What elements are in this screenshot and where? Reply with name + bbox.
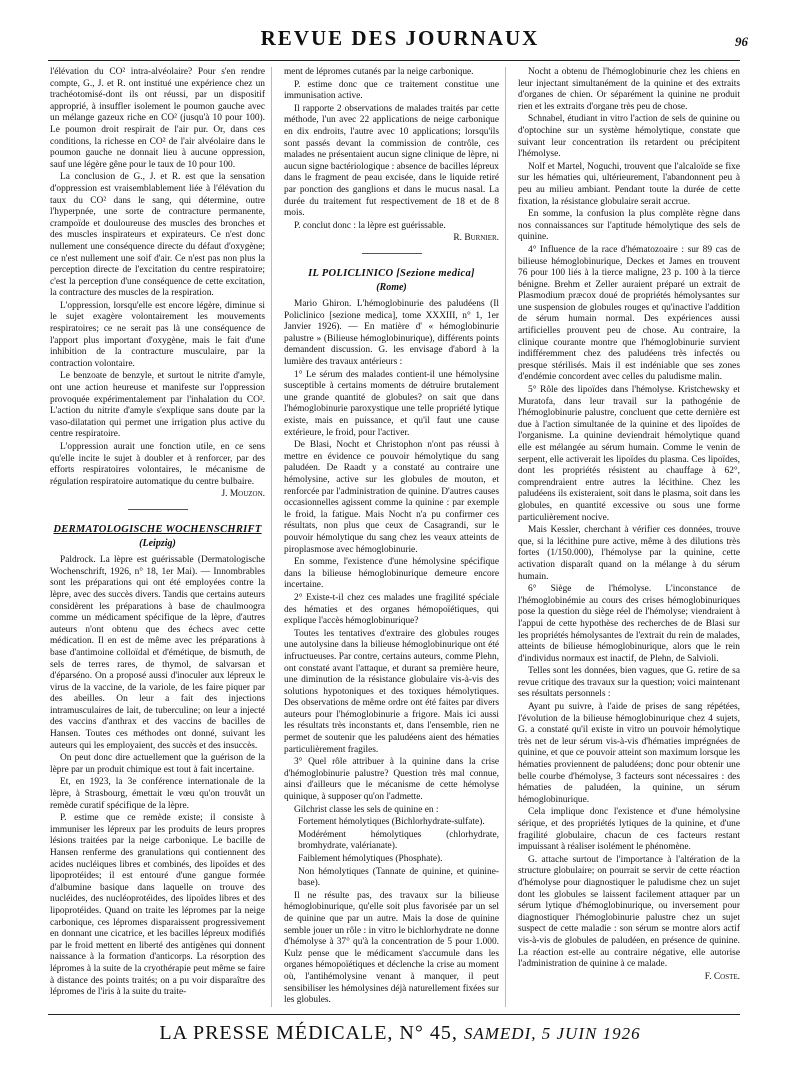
section-separator: [362, 253, 422, 254]
article-paragraph: De Blasi, Nocht et Christophon n'ont pas réussi à mettre en évidence ce pouvoir hémolytique du sang paludéen. De Raadt y a constaté au contraire une hémolysine, active sur les globules de mouton, et renforcée par l'administration de quinine. D'autres causes occasionnelles agissent comme la quinine : par exemple le froid, la fatigue. Mais Nocht n'a pu confirmer ces résultats, non plus que ceux de Casagrandi, sur le pouvoir hémolytique du sang chez les veaux atteints de piroplasmose avec hémoglobinurie.: [284, 440, 499, 555]
article-paragraph: 4° Influence de la race d'hématozoaire : sur 89 cas de bilieuse hémoglobinurique, Deckes et James en trouvent 76 pour 100 liés à la tierce maligne, 23 p. 100 à la tierce bénigne. Brehm et Zeller auraient préparé un extrait de Plasmodium præcox doué de propriétés hémolysantes sur une suspension de globules rouges et qu'inactive l'addition de sérum humain normal. Des expériences aussi artificielles prouvent peu de chose. Au contraire, la clinique courante montre que l'hémoglobinurie survient indifféremment chez des paludéens très infectés ou presque stérilisés. Mais il est indéniable que ses zones d'endémie concordent avec celles du paludisme malin.: [518, 244, 740, 383]
article-paragraph: l'élévation du CO² intra-alvéolaire? Pour s'en rendre compte, G., J. et R. ont institué une expérience chez un trachéotomisé-dont ils ont réussi, par un dispositif approprié, à insuffler isolement le poumon gauche avec un mélange gazeux riche en CO² (jusqu'à 10 pour 100). Le poumon droit respirait de l'air pur. Or, dans ces conditions, la richesse en CO² de l'air alvéolaire dans le poumon gauche ne donnait lieu à aucune oppression, sauf une légère gêne pour le taux de 10 pour 100.: [50, 67, 265, 170]
article-paragraph: Il ne résulte pas, des travaux sur la bilieuse hémoglobinurique, qu'elle soit plus favorisée par un sel de quinine que par un autre. Mais la dose de quinine semble jouer un rôle : in vitro le bichlorhydrate ne donne d'hémolyse à 37° qu'à la concentration de 5 pour 1.000. Kulz pense que le médicament s'accumule dans les organes hémopoïétiques et déclenche la crise au moment où, l'antihémolysine venant à manquer, il peut sensibiliser les hémolysines déjà naturellement fixées sur les globules.: [284, 890, 499, 1006]
article-paragraph: L'oppression, lorsqu'elle est encore légère, diminue si le sujet exagère volontairement les mouvements respiratoires; ce ne serait pas là une conséquence de l'apport plus important d'oxygène, mais le fait d'une inhibition de la contracture musculaire, par la contraction volontaire.: [50, 300, 265, 369]
section-separator: [128, 509, 188, 510]
header-divider: [48, 60, 740, 61]
article-paragraph: Gilchrist classe les sels de quinine en :: [294, 804, 439, 815]
list-item: Fortement hémolytiques (Bichlorhydrate-sulfate).: [298, 817, 485, 828]
article-paragraph: Il rapporte 2 observations de malades traités par cette méthode, l'un avec 22 applications de neige carbonique en dix endroits, l'autre avec 10 applications; lorsqu'ils sont passés devant la commission de contrôle, ces malades ne présentaient aucun signe clinique de lèpre, ni aucun signe bactériologique : absence de bacilles lépreux dans le fragment de peau excisée, dans le liquide retiré par ponction des ganglions et dans le mucus nasal. La durée du traitement fut respectivement de 18 et de 8 mois.: [284, 103, 499, 219]
footer-date: SAMEDI, 5 JUIN 1926: [463, 1024, 641, 1043]
article-paragraph: Et, en 1923, la 3e conférence internationale de la lèpre, à Strasbourg, émettait le vœu qu'on trouvât un remède curatif spécifique de la lèpre.: [50, 777, 265, 811]
article-paragraph: Toutes les tentatives d'extraire des globules rouges une autolysine dans la bilieuse hémoglobinurique ont été infructueuses. Par contre, certains auteurs, comme Plehn, ont constaté avant l'attaque, et durant sa première heure, une diminution de la résistance globulaire vis-à-vis des solutions hypotoniques et des toxiques hémolytiques. Des observations de même ordre ont été faites par divers auteurs pour l'hémoglobinurie a frigore. Mais ici aussi les résultats très inconstants et, dans l'ensemble, rien ne permet de soutenir que les paludéens aient des hématies particulièrement fragiles.: [284, 628, 499, 755]
journal-heading: IL POLICLINICO [Sezione medica]: [308, 267, 475, 279]
author-signature: F. Coste.: [704, 971, 740, 982]
page-number: 96: [735, 34, 748, 49]
footer-divider: [48, 1014, 740, 1015]
article-paragraph: P. estime donc que ce traitement constitue une immunisation active.: [284, 79, 499, 102]
article-paragraph: Ayant pu suivre, à l'aide de prises de sang répétées, l'évolution de la bilieuse hémoglobinurique chez 4 sujets, G. a constaté qu'il existe in vitro un pouvoir hémolytique très net de leur sérum vis-à-vis d'hématies imprégnées de quinine, et que ce pouvoir atteint son maximum lorsque les hématies proviennent de paludéens; donc pour obtenir une belle courbe d'hémolyse, 3 facteurs sont nécessaires : des hématies de paludéen, la quinine, un sérum hémoglobinurique.: [518, 702, 740, 805]
column-3: [518, 67, 740, 1007]
list-item: Non hémolytiques (Tannate de quinine, et quinine-base).: [298, 866, 499, 889]
article-paragraph: P. estime que ce remède existe; il consiste à immuniser les lépreux par les produits de leurs propres lésions traitées par la neige carbonique. Le bacille de Hansen renferme des granulations qui contiennent des acides nucléiques libres et combinés, des lipoïdes et des lipoprotéides; il est entouré d'une gangue formée d'albumine basique dans laquelle on trouve des nucléides, des nucléoprotéides, des lipoïdes libres et des lipoprotéides. Quand on traite les lépromes par la neige carbonique, ces lépromes disparaissent progressivement en donnant une cicatrice, et les bacilles lépreux modifiés par le froid mettent en liberté des antigènes qui donnent naissance à la formation d'anticorps. La résorption des lépromes à la suite de la cryothérapie peut même se faire à distance des points traités; on a pu voir disparaître des lépromes de l'iris à la suite du traite-: [50, 813, 265, 998]
author-signature: R. Burnier.: [453, 233, 499, 244]
list-item: Modérément hémolytiques (chlorhydrate, bromhydrate, valérianate).: [298, 829, 499, 852]
article-paragraph: Mario Ghiron. L'hémoglobinurie des paludéens (Il Policlinico [sezione medica], tome XXXIII, n° 1, 1er Janvier 1926). — En matière d' « hémoglobinurie palustre » (Bilieuse hémoglobinurique), différents points demandent discussion. G. les envisage d'abord à la lumière des travaux antérieurs :: [284, 299, 499, 368]
list-item: Faiblement hémolytiques (Phosphate).: [298, 854, 443, 864]
article-columns: [50, 67, 740, 1007]
article-paragraph: En somme, la confusion la plus complète règne dans nos connaissances sur l'aptitude hémolytique des sels de quinine.: [518, 209, 740, 243]
article-paragraph: Schnabel, étudiant in vitro l'action de sels de quinine ou d'optochine sur un système hémolytique, constate que suivant leur concentration ils retardent ou précipitent l'hémolyse.: [518, 114, 740, 160]
footer-journal: LA PRESSE MÉDICALE, N° 45,: [159, 1022, 458, 1044]
article-paragraph: 5° Rôle des lipoïdes dans l'hémolyse. Kristchewsky et Muratofa, dans leur travail sur la pathogénie de l'hémoglobinurie palustre, concluent que cette dernière est due à l'action simultanée de la quinine et des lipoïdes de l'organisme. La quinine deviendrait hémolytique quand elle est mélangée au sérum humain. Comme le venin de serpent, elle activerait les lipoïdes du plasma. Ces lipoïdes, dont les propriétés résistent au chauffage à 62°, comprendraient entre autres la lécithine. Chez les paludéens ils existeraient, soit dans le plasma, soit dans les globules, en quantité excessive ou sous une forme particulièrement nocive.: [518, 385, 740, 523]
article-paragraph: En somme, l'existence d'une hémolysine spécifique dans la bilieuse hémoglobinurique demeure encore incertaine.: [284, 557, 499, 591]
article-paragraph: G. attache surtout de l'importance à l'altération de la structure globulaire; on pourrait se servir de cette réaction d'hémolyse pour diagnostiquer le paludisme chez un sujet dont les globules se laissent facilement attaquer par un sérum lytique d'hémoglobinurique, ou inversement pour diagnostiquer l'hémoglobinurie palustre chez un sujet suspect de cette maladie : son sérum se montre alors actif vis-à-vis de globules de paludéen, en présence de quinine. La réaction est-elle au contraire négative, elle autorise l'administration de quinine à ce malade.: [518, 854, 740, 970]
article-paragraph: On peut donc dire actuellement que la guérison de la lèpre par un produit chimique est tout à fait incertaine.: [50, 753, 265, 775]
article-paragraph: Le benzoate de benzyle, et surtout le nitrite d'amyle, ont une action heureuse et manifeste sur l'oppression provoquée expérimentalement par l'inhalation du CO². L'action du nitrite d'amyle s'explique sans doute par la vaso-dilatation qui permet une irrigation plus active du centre respiratoire.: [50, 371, 265, 440]
column-2: [284, 67, 506, 1007]
article-paragraph: La conclusion de G., J. et R. est que la sensation d'oppression est vraisemblablement liée à l'élévation du taux du CO² dans le sang, qui détermine, outre l'hyperpnée, une sorte de contracture permanente, crampoïde et douloureuse des muscles des bronches et des muscles inspirateurs et expirateurs. Ce n'est donc nullement une conséquence directe du défaut d'oxygène; ce n'est nullement une soif d'air. Ce n'est pas non plus la perception directe de l'excitation du centre respiratoire; c'est la perception d'une conséquence de cette excitation, la contracture des muscles de la respiration.: [50, 172, 265, 299]
page-footer: [0, 1022, 800, 1045]
article-paragraph: 2° Existe-t-il chez ces malades une fragilité spéciale des hématies et des organes hémopoïétiques, qui explique l'accès hémoglobinurique?: [284, 592, 499, 627]
article-paragraph: L'oppression aurait une fonction utile, en ce sens qu'elle incite le sujet à doubler et à renforcer, par des efforts respiratoires volontaires, le mécanisme de régulation respiratoire automatique du centre bulbaire.: [50, 442, 265, 487]
column-1: [50, 67, 272, 1007]
journal-city: (Leipzig): [139, 537, 176, 549]
article-paragraph: P. conclut donc : la lèpre est guérissable.: [294, 220, 446, 231]
article-paragraph: Cela implique donc l'existence et d'une hémolysine sérique, et des propriétés lytiques de la quinine, et d'une fragilité globulaire, chacun de ces facteurs restant impuissant à réaliser isolément le phénomène.: [518, 807, 740, 853]
journal-city: (Rome): [376, 281, 407, 293]
article-paragraph: Nocht a obtenu de l'hémoglobinurie chez les chiens en leur injectant simultanément de la quinine et des extraits d'organes de chien. Or séparément la quinine ne produit rien et les extraits d'organe très peu de chose.: [518, 67, 740, 112]
article-paragraph: Paldrock. La lèpre est guérissable (Dermatologische Wochenschrift, 1926, n° 18, 1er Mai). — Innombrables sont les préparations qui ont été employées contre la lèpre, avec des succès divers. Tandis que certains auteurs considèrent les préparations à base de chaulmoogra comme un médicament spécifique de la lèpre, d'autres auteurs n'ont obtenu que des échecs avec cette médication. Il en est de même avec les préparations à base d'antimoine colloïdal et d'émétique, de bismuth, de sels de terres rares, de thymol, de salvarsan et d'éparséno. On a proposé aussi d'inoculer aux lépreux le virus de la vaccine, de la variole, de les faire piquer par des abeilles. On leur a fait des injections intramusculaires de lait, de tuberculine; on leur a injecté des vaccins d'anthrax et des vaccins de bacilles de Hansen. Toutes ces méthodes ont donné, suivant les auteurs qui les employaient, des succès et des insuccès.: [50, 555, 265, 751]
article-paragraph: Nolf et Martel, Noguchi, trouvent que l'alcaloïde se fixe sur les hématies qui, ultérieurement, l'abandonnent peu à peu au milieu ambiant. Pendant toute la durée de cette fixation, la résistance globulaire serait accrue.: [518, 161, 740, 207]
article-paragraph: ment de lépromes cutanés par la neige carbonique.: [284, 67, 474, 77]
article-paragraph: 1° Le sérum des malades contient-il une hémolysine susceptible à certains moments de détruire brutalement une grande quantité de globules? on sait que dans l'hémoglobinurie paroxystique une telle propriété lytique existe, mais en puissance, et qu'il faut une cause extérieure, le froid, pour l'activer.: [284, 369, 499, 438]
journal-heading: DERMATOLOGISCHE WOCHENSCHRIFT: [53, 523, 262, 535]
article-paragraph: Mais Kessler, cherchant à vérifier ces données, trouve que, si la lécithine pure active, même à des dilutions très fortes (1/150.000), l'hémolyse par la quinine, cette activation disparaît quand on la mélange à du sérum humain.: [518, 525, 740, 582]
author-signature: J. Mouzon.: [221, 489, 265, 500]
article-paragraph: Telles sont les données, bien vagues, que G. retire de sa revue critique des travaux sur la question; voici maintenant ses résultats personnels :: [518, 666, 740, 700]
article-paragraph: 3° Quel rôle attribuer à la quinine dans la crise d'hémoglobinurie palustre? Question très mal connue, ainsi d'ailleurs que le mécanisme de cette hémolyse quinique, à supposer qu'on l'admette.: [284, 757, 499, 803]
journal-section-title: REVUE DES JOURNAUX: [260, 26, 540, 50]
article-paragraph: 6° Siège de l'hémolyse. L'inconstance de l'hémoglobinémie au cours des crises hémoglobinuriques pose la question du siège réel de l'hémolyse; viendraient à l'appui de cette hypothèse des recherches de de Blasi sur les propriétés hémolysantes de l'extrait du rein de malades, atteints de bilieuse hémoglobinurique, alors que le rein d'individus normaux est inactif, de Plehn, de Salvioli.: [518, 584, 740, 664]
